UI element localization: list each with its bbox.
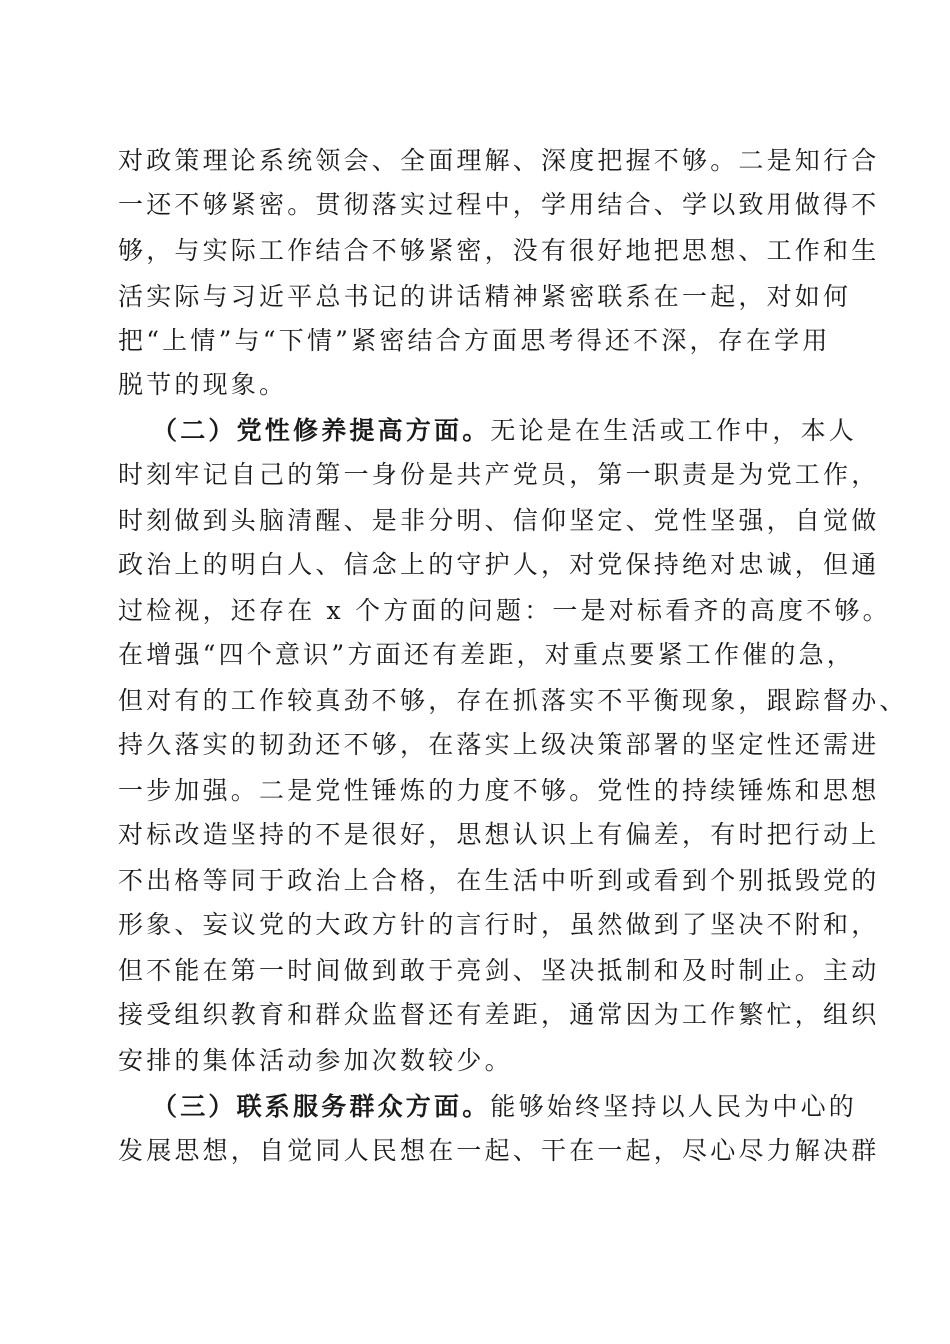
text-line: 活实际与习近平总书记的讲话精神紧密联系在一起，对如何 (118, 282, 852, 311)
text-line: 持久落实的韧劲还不够，在落实上级决策部署的坚定性还需进 (118, 730, 880, 759)
text-line: 但对有的工作较真劲不够，存在抓落实不平衡现象，跟踪督办、 (118, 686, 908, 715)
text-line: 脱节的现象。 (118, 370, 288, 399)
text-line: 过检视，还存在 x 个方面的问题：一是对标看齐的高度不够。 (118, 596, 891, 625)
section-text: 能够始终坚持以人民为中心的 (490, 1092, 858, 1121)
text-line: 接受组织教育和群众监督还有差距，通常因为工作繁忙，组织 (118, 1000, 880, 1029)
section-heading-line (152, 416, 857, 446)
text-line: 发展思想，自觉同人民想在一起、干在一起，尽心尽力解决群 (118, 1136, 880, 1165)
text-line: 但不能在第一时间做到敢于亮剑、坚决抵制和及时制止。主动 (118, 956, 880, 985)
section-heading: （二）党性修养提高方面。 (152, 416, 491, 445)
text-line: 在增强“四个意识”方面还有差距，对重点要紧工作催的急， (118, 640, 855, 669)
text-line: 把“上情”与“下情”紧密结合方面思考得还不深，存在学用 (118, 326, 831, 355)
text-line: 时刻做到头脑清醒、是非分明、信仰坚定、党性坚强，自觉做 (118, 506, 880, 535)
text-line: 一步加强。二是党性锤炼的力度不够。党性的持续锤炼和思想 (118, 776, 880, 805)
text-line: 不出格等同于政治上合格，在生活中听到或看到个别抵毁党的 (118, 866, 880, 895)
text-line: 安排的集体活动参加次数较少。 (118, 1046, 513, 1075)
section-heading: （三）联系服务群众方面。 (152, 1092, 491, 1121)
text-line: 时刻牢记自己的第一身份是共产党员，第一职责是为党工作， (118, 460, 880, 489)
text-line: 形象、妄议党的大政方针的言行时，虽然做到了坚决不附和， (118, 910, 880, 939)
text-line: 一还不够紧密。贯彻落实过程中，学用结合、学以致用做得不 (118, 190, 880, 219)
section-heading-line (152, 1092, 857, 1122)
text-line: 对政策理论系统领会、全面理解、深度把握不够。二是知行合 (118, 146, 880, 175)
section-text: 无论是在生活或工作中，本人 (490, 416, 858, 445)
text-line: 政治上的明白人、信念上的守护人，对党保持绝对忠诚，但通 (118, 550, 880, 579)
text-line: 够，与实际工作结合不够紧密，没有很好地把思想、工作和生 (118, 236, 880, 265)
text-line: 对标改造坚持的不是很好，思想认识上有偏差，有时把行动上 (118, 820, 880, 849)
